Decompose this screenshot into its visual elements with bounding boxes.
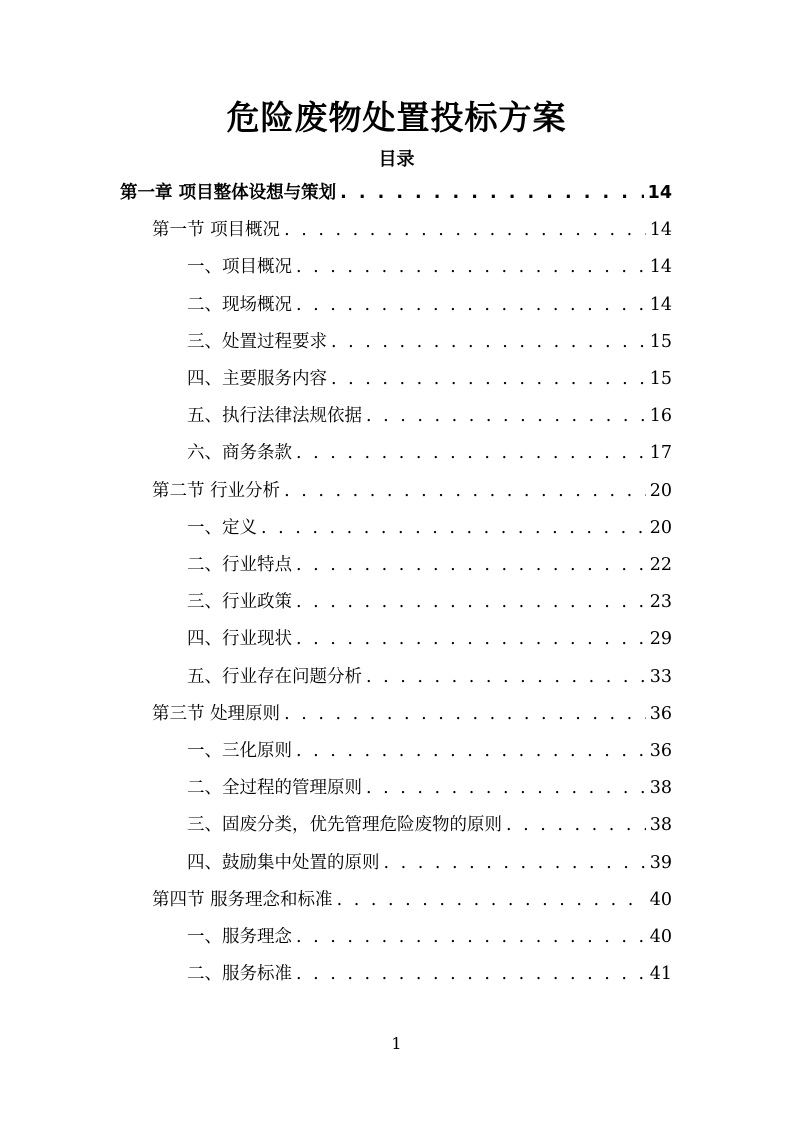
toc-entry-label: 第一节 项目概况 [152,220,281,241]
toc-entry-label: 三、处置过程要求 [187,331,327,352]
toc-leader-dots [284,212,646,249]
toc-entry-label: 一、服务理念 [187,927,292,947]
toc-entry-page: 14 [649,294,672,315]
toc-entry-label: 五、执行法律法规依据 [187,406,362,427]
toc-entry-label: 第四节 服务理念和标准 [152,889,333,910]
toc-leader-dots [284,473,646,510]
page-number: 1 [391,1034,402,1053]
toc-entry-page: 16 [649,406,672,427]
toc-leader-dots [331,324,646,361]
toc-entry-page: 36 [649,703,672,724]
toc-entry-page: 15 [649,369,672,389]
toc-entry-page: 38 [649,815,672,836]
toc-leader-dots [296,621,646,658]
toc-leader-dots [296,584,646,621]
toc-entry[interactable] [187,361,672,398]
toc-entry[interactable] [187,324,672,361]
toc-leader-dots [296,435,646,472]
toc-entry-page: 39 [649,852,672,873]
toc-entry[interactable] [187,621,672,658]
toc-entry-label: 四、主要服务内容 [187,369,327,389]
toc-entry[interactable] [187,919,672,956]
toc-entry-label: 二、服务标准 [187,964,292,985]
toc-leader-dots [261,510,646,547]
toc-entry-page: 20 [649,517,672,538]
toc-heading: 目录 [378,149,415,170]
toc-entry[interactable] [187,287,672,324]
toc-leader-dots [366,659,646,696]
toc-entry-label: 四、行业现状 [187,629,292,650]
toc-entry[interactable] [187,733,672,770]
toc-entry-page: 15 [649,331,672,352]
toc-leader-dots [384,845,646,882]
toc-entry[interactable] [187,956,672,993]
toc-entry-page: 17 [649,443,672,464]
toc-entry-page: 36 [649,741,672,761]
toc-entry-label: 四、鼓励集中处置的原则 [187,852,380,873]
toc-entry[interactable] [152,473,672,510]
toc-entry-page: 29 [649,629,672,650]
toc-entry-label: 第二节 行业分析 [152,480,281,501]
toc-entry-page: 38 [649,778,672,799]
toc-leader-dots [340,175,644,212]
toc-entry[interactable] [187,249,672,286]
toc-entry[interactable] [187,659,672,696]
toc-entry-label: 三、固废分类，优先管理危险废物的原则 [187,815,502,836]
toc-entry[interactable] [187,770,672,807]
toc-leader-dots [296,956,646,993]
toc-entry-label: 二、现场概况 [187,294,292,315]
toc-entry[interactable] [187,547,672,584]
toc-entry-page: 14 [647,183,672,203]
toc-entry[interactable] [187,845,672,882]
toc-entry-page: 20 [649,480,672,501]
toc-entry-label: 二、行业特点 [187,555,292,575]
toc-entry-page: 40 [649,889,672,910]
toc-entry-page: 22 [649,555,672,575]
toc-leader-dots [284,696,646,733]
toc-leader-dots [296,287,646,324]
toc-entry-label: 六、商务条款 [187,443,292,464]
toc-leader-dots [337,882,646,919]
toc-entry-label: 五、行业存在问题分析 [187,666,362,687]
toc-entry[interactable] [187,435,672,472]
toc-entry-label: 第三节 处理原则 [152,703,281,724]
toc-leader-dots [366,398,646,435]
toc-entry[interactable] [187,584,672,621]
toc-entry[interactable] [187,510,672,547]
toc-leader-dots [296,733,646,770]
toc-entry-page: 40 [649,927,672,947]
toc-leader-dots [296,547,646,584]
toc-leader-dots [506,807,646,844]
toc-entry[interactable] [187,807,672,844]
toc-entry[interactable] [187,398,672,435]
toc-entry-page: 23 [649,592,672,613]
toc-leader-dots [331,361,646,398]
toc-entry-label: 三、行业政策 [187,592,292,613]
toc-entry[interactable] [152,212,672,249]
toc-entry-page: 14 [649,257,672,278]
toc-entry[interactable] [120,175,672,212]
toc-entry-label: 一、三化原则 [187,741,292,761]
toc-entry-label: 第一章 项目整体设想与策划 [120,183,337,203]
toc-leader-dots [296,249,646,286]
toc-entry-label: 一、定义 [187,517,257,538]
toc-entry-label: 二、全过程的管理原则 [187,778,362,799]
toc-entry-page: 41 [649,964,672,985]
toc-entry[interactable] [152,696,672,733]
document-title: 危险废物处置投标方案 [226,98,567,137]
toc-leader-dots [296,919,646,956]
toc-entry-label: 一、项目概况 [187,257,292,278]
toc-entry-page: 33 [649,666,672,687]
toc-leader-dots [366,770,646,807]
toc-entry-page: 14 [649,220,672,241]
toc-entry[interactable] [152,882,672,919]
